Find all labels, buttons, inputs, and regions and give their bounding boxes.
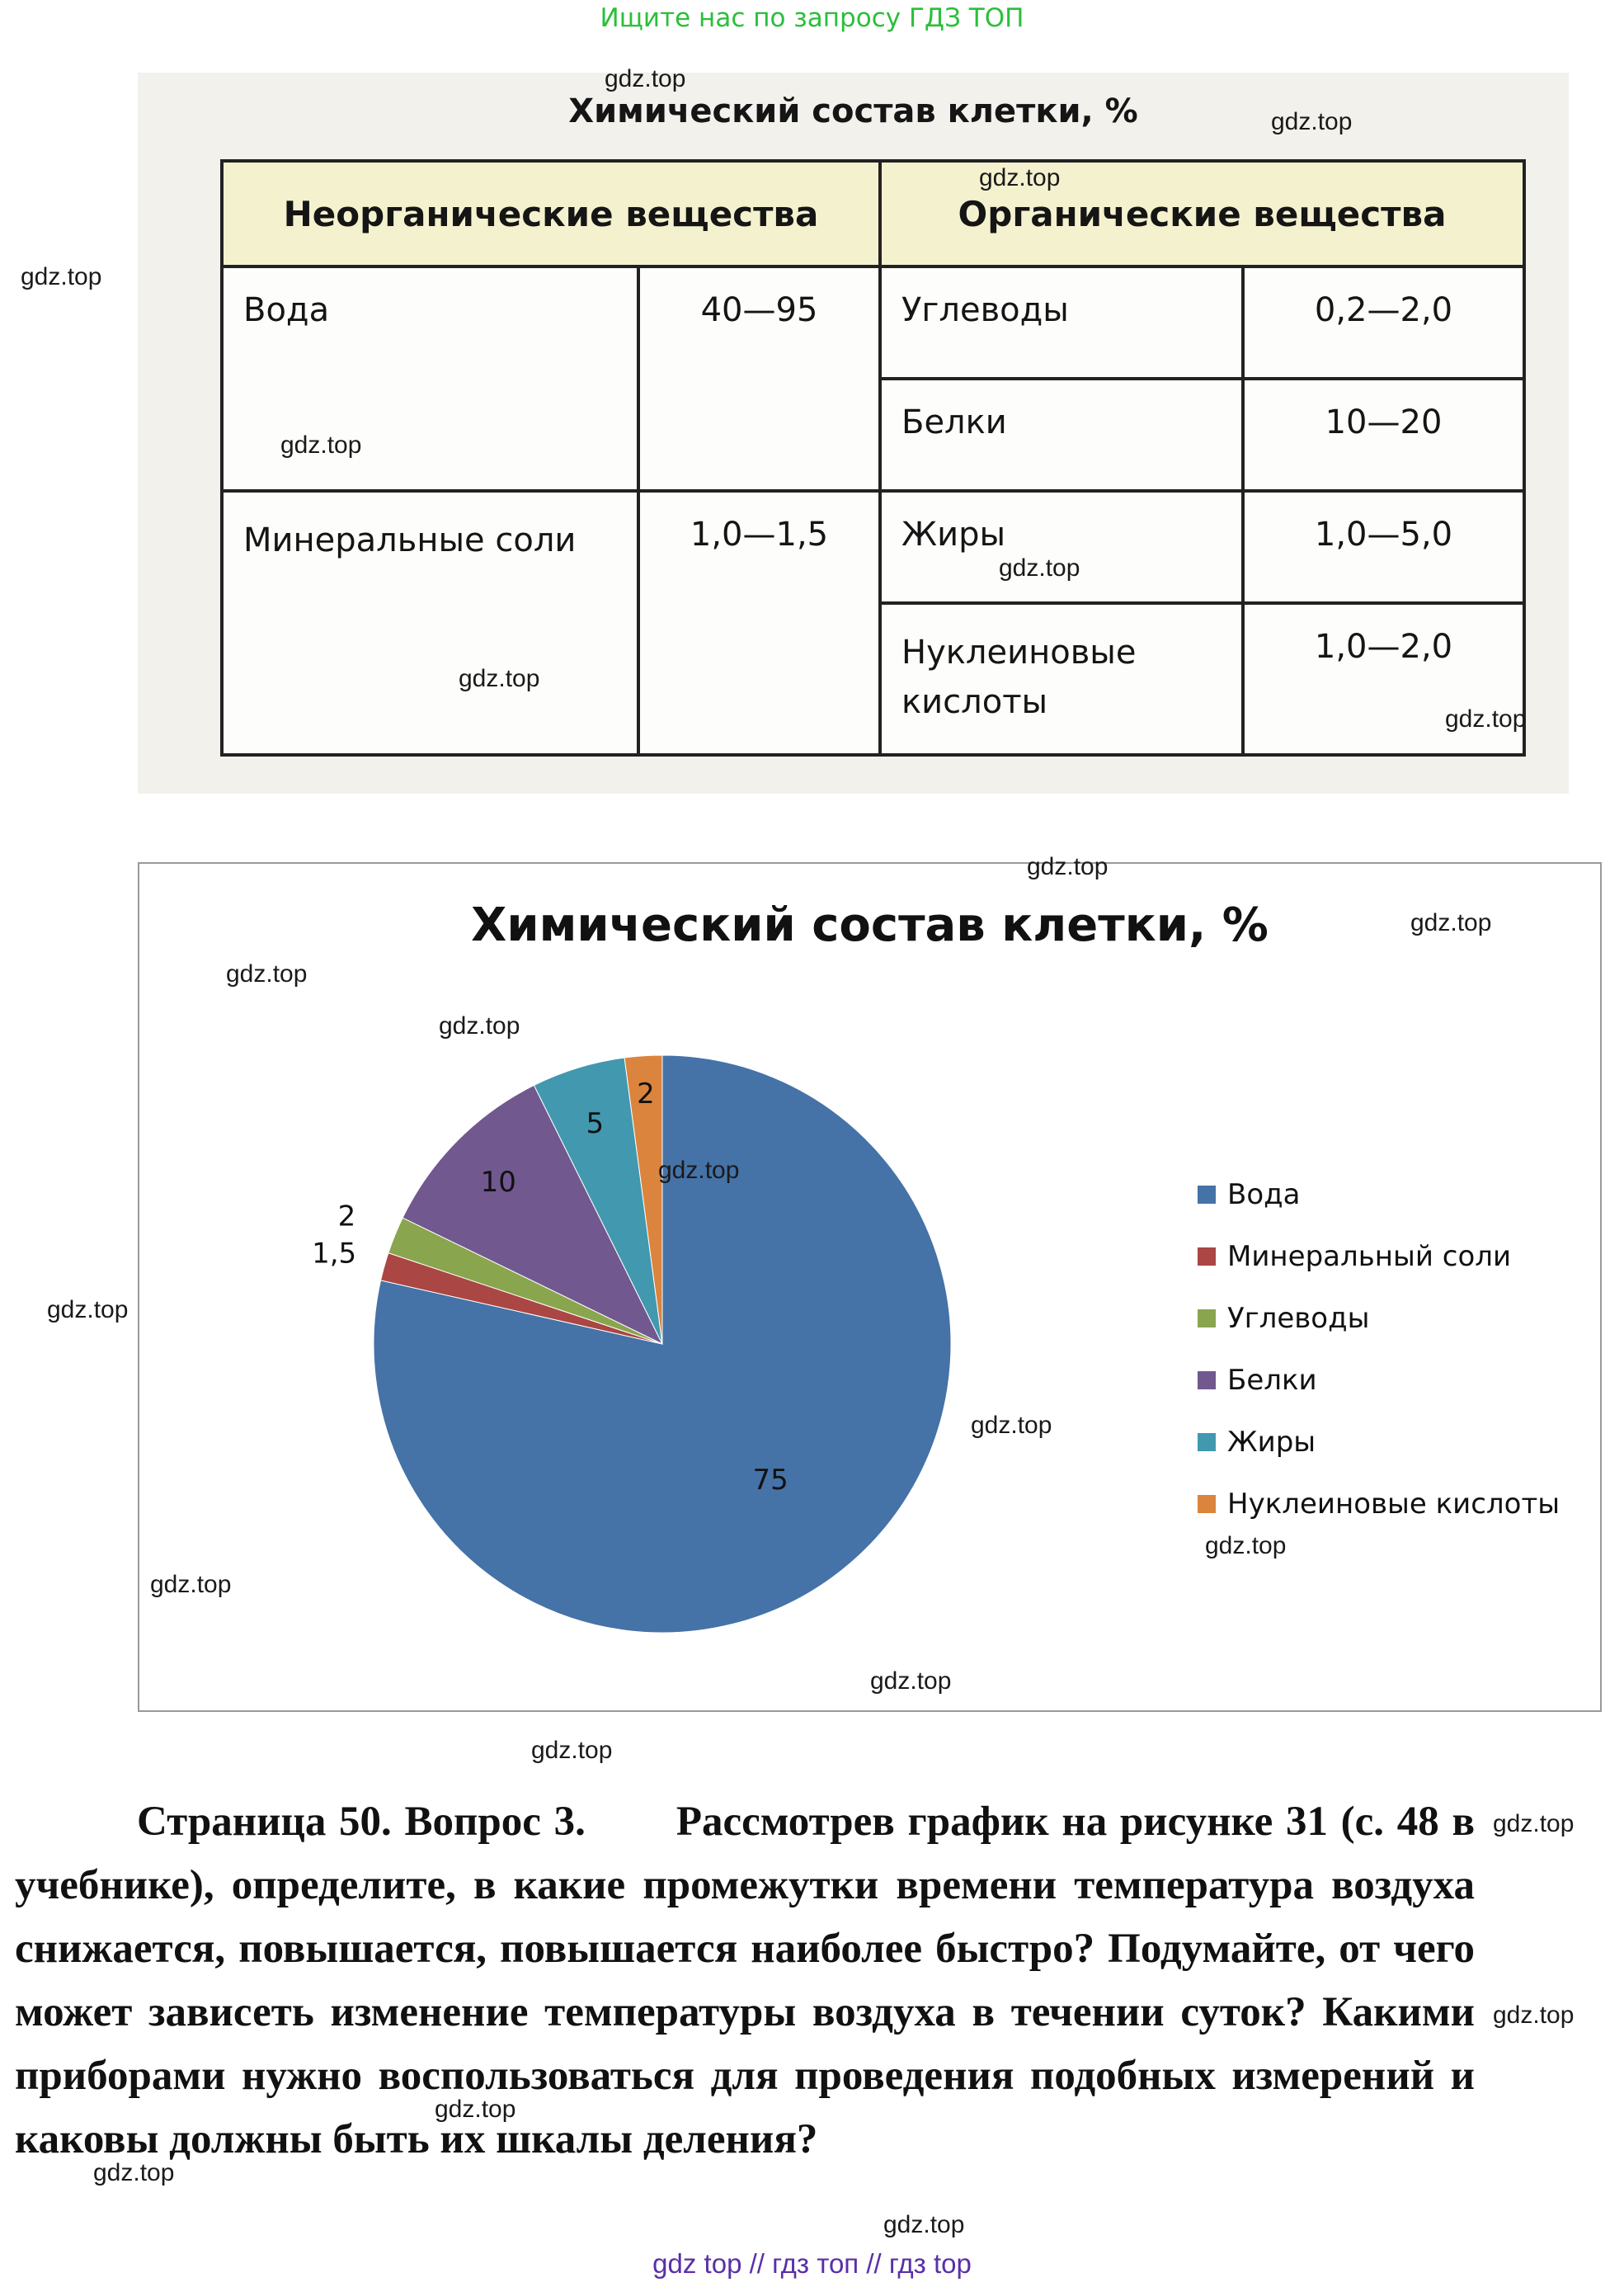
question-text: Рассмотрев график на рисунке 31 (с. 48 в учебнике), определите, в какие промежутки времени температура воздуха снижается, повышается, повышается наиболее быстро? Подумайте, от чего может зависеть изменение температуры воздуха в течении суток? Какими приборами нужно воспользоваться для проведения подобных измерений и каковы должны быть их шкалы деления? [15,1799,1476,2162]
legend-swatch [1198,1309,1216,1327]
legend-swatch [1198,1247,1216,1266]
legend-swatch [1198,1433,1216,1451]
watermark: gdz.top [883,2211,965,2238]
footer-links[interactable]: gdz top // гдз топ // гдз top [652,2248,972,2279]
header-inorganic: Неорганические вещества [222,161,880,266]
watermark: gdz.top [435,2096,516,2123]
legend-label: Жиры [1227,1425,1316,1459]
legend-item [1198,1349,1593,1411]
watermark: gdz.top [971,1412,1052,1439]
legend-label: Нуклеиновые кислоты [1227,1487,1560,1521]
legend-label: Углеводы [1227,1301,1370,1335]
legend-item [1198,1225,1593,1287]
legend-item [1198,1287,1593,1349]
legend-swatch [1198,1495,1216,1513]
watermark: gdz.top [150,1571,232,1598]
watermark: gdz.top [870,1667,952,1695]
watermark: gdz.top [280,431,362,459]
watermark: gdz.top [1493,1810,1575,1837]
legend-item [1198,1473,1593,1535]
cell-fats-value: 1,0—5,0 [1243,491,1524,603]
watermark: gdz.top [459,665,540,692]
pie-data-label: 2 [337,1200,356,1233]
watermark: gdz.top [1271,108,1353,135]
legend-item [1198,1411,1593,1473]
watermark: gdz.top [658,1157,740,1184]
legend-swatch [1198,1186,1216,1204]
pie-data-label: 1,5 [312,1237,357,1271]
chart-legend [1198,1163,1593,1535]
cell-nucleic-name: Нуклеиновые кислоты [880,603,1243,755]
watermark: gdz.top [1410,909,1492,936]
watermark: gdz.top [1445,705,1527,733]
cell-carbs-value: 0,2—2,0 [1243,266,1524,379]
search-hint-link[interactable]: Ищите нас по запросу ГДЗ ТОП [600,3,1024,33]
cell-fats-name: Жиры [880,491,1243,603]
chart-title: Химический состав клетки, % [471,898,1269,952]
legend-label: Белки [1227,1363,1317,1397]
cell-salts-name: Минеральные соли [222,491,638,755]
cell-water-value: 40—95 [638,266,880,491]
watermark: gdz.top [531,1737,613,1764]
watermark: gdz.top [1205,1532,1287,1559]
pie-data-label: 75 [752,1464,788,1497]
cell-water-name: Вода [222,266,638,491]
watermark: gdz.top [93,2159,175,2186]
watermark: gdz.top [47,1296,129,1323]
pie-data-label: 5 [586,1107,605,1141]
watermark: gdz.top [1027,853,1109,880]
cell-salts-value: 1,0—1,5 [638,491,880,755]
table-title: Химический состав клетки, % [568,92,1138,130]
watermark: gdz.top [979,164,1061,191]
watermark: gdz.top [999,554,1080,582]
cell-carbs-name: Углеводы [880,266,1243,379]
legend-label: Минеральный соли [1227,1239,1512,1273]
cell-proteins-value: 10—20 [1243,379,1524,491]
header-organic: Органические вещества [880,161,1524,266]
legend-label: Вода [1227,1177,1301,1211]
pie-data-label: 2 [637,1077,655,1111]
cell-proteins-name: Белки [880,379,1243,491]
question-paragraph [15,1790,1475,2171]
question-heading: Страница 50. Вопрос 3. [137,1799,586,1845]
watermark: gdz.top [1493,2002,1575,2029]
watermark: gdz.top [439,1012,520,1040]
watermark: gdz.top [21,263,102,290]
cell-nucleic-value: 1,0—2,0 [1243,603,1524,755]
watermark: gdz.top [605,65,686,92]
watermark: gdz.top [226,960,308,988]
pie-data-label: 10 [480,1165,516,1199]
legend-swatch [1198,1371,1216,1389]
legend-item [1198,1163,1593,1225]
